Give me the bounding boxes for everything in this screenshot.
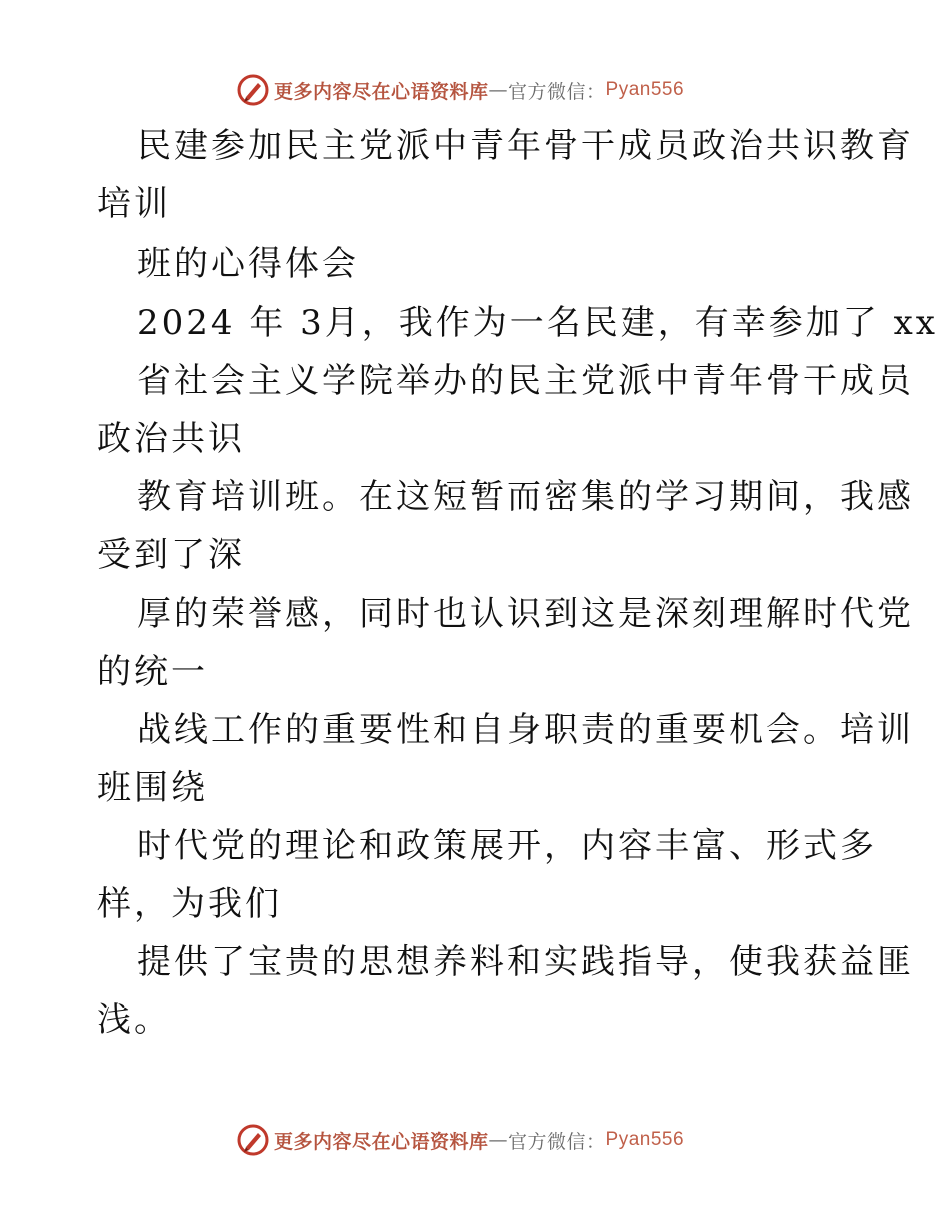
watermark-label: 官方微信： (508, 1130, 606, 1153)
text-line: 厚的荣誉感，同时也认识到这是深刻理解时代党 (137, 594, 914, 634)
watermark-id: Pyan556 (605, 79, 685, 100)
text-line: 班围绕 (97, 768, 208, 808)
text-line: 的统一 (97, 652, 208, 692)
text-line: 教育培训班。在这短暂而密集的学习期间，我感 (137, 477, 914, 517)
watermark-id: Pyan556 (605, 1129, 685, 1150)
text-line: 战线工作的重要性和自身职责的重要机会。培训 (137, 710, 914, 750)
watermark-label: 官方微信： (508, 80, 606, 103)
footer-watermark (236, 1122, 684, 1158)
text-line: 2024 年 3月，我作为一名民建，有幸参加了 xx (137, 303, 938, 343)
watermark-dash: — (488, 79, 509, 101)
text-line: 班的心得体会 (137, 244, 359, 284)
text-line: 培训 (97, 184, 171, 224)
text-line: 样，为我们 (97, 884, 282, 924)
text-line: 提供了宝贵的思想养料和实践指导，使我获益匪 (137, 942, 914, 982)
header-watermark (236, 72, 684, 108)
watermark-dash: — (488, 1129, 509, 1151)
pen-logo-icon (236, 1123, 270, 1157)
text-line: 民建参加民主党派中青年骨干成员政治共识教育 (137, 126, 914, 166)
text-line: 省社会主义学院举办的民主党派中青年骨干成员 (137, 361, 914, 401)
text-line: 政治共识 (97, 419, 245, 459)
watermark-brand: 更多内容尽在心语资料库 (274, 1130, 489, 1153)
pen-logo-icon (236, 73, 270, 107)
text-line: 时代党的理论和政策展开，内容丰富、形式多 (137, 826, 877, 866)
text-line: 受到了深 (97, 535, 245, 575)
text-line: 浅。 (97, 1000, 171, 1040)
watermark-brand: 更多内容尽在心语资料库 (274, 80, 489, 103)
